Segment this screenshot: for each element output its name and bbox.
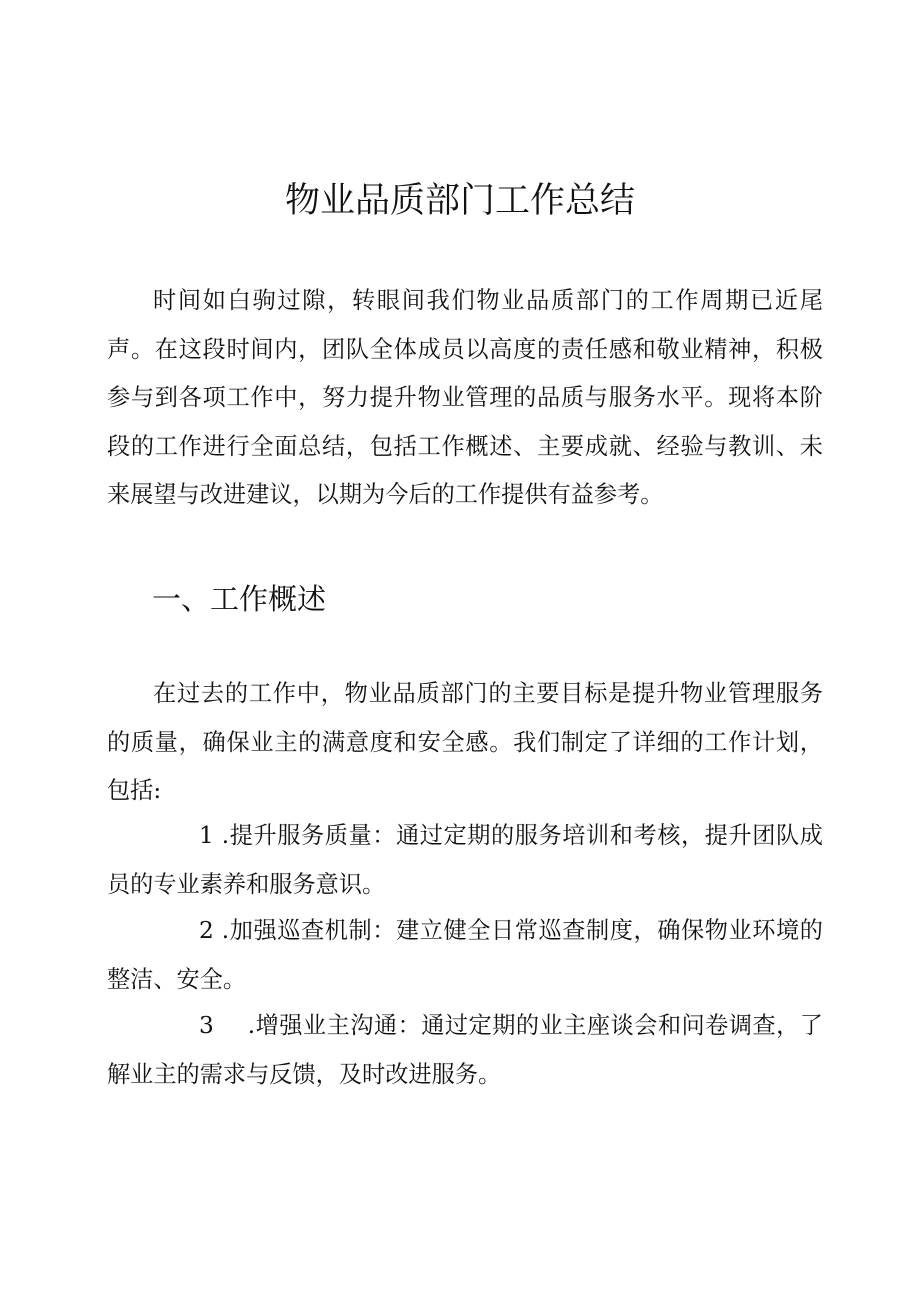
list-item-text: .加强巡查机制：建立健全日常巡查制度，确保物业环境的整洁、安全。 (107, 917, 823, 993)
list-item-text: .提升服务质量：通过定期的服务培训和考核，提升团队成员的专业素养和服务意识。 (107, 822, 823, 898)
section-heading: 一、工作概述 (152, 582, 327, 616)
list-item-text: .增强业主沟通：通过定期的业主座谈会和问卷调查，了解业主的需求与反馈，及时改进服务。 (107, 1012, 823, 1088)
section-paragraph: 在过去的工作中，物业品质部门的主要目标是提升物业管理服务的质量，确保业主的满意度和安全感。我们制定了详细的工作计划，包括: (107, 680, 823, 804)
document-title: 物业品质部门工作总结 (284, 181, 635, 221)
list-item-number: 2 (199, 917, 214, 944)
list-item (107, 907, 823, 1004)
list-item (107, 1002, 823, 1099)
list-item (107, 812, 823, 909)
intro-paragraph: 时间如白驹过隙，转眼间我们物业品质部门的工作周期已近尾声。在这段时间内，团队全体成员以高度的责任感和敬业精神，积极参与到各项工作中，努力提升物业管理的品质与服务水平。现将本阶段的工作进行全面总结，包括工作概述、主要成就、经验与教训、未来展望与改进建议，以期为今后的工作提供有益参考。 (107, 287, 823, 508)
list-item-number: 3 (199, 1012, 214, 1039)
list-item-number: 1 (199, 822, 214, 849)
